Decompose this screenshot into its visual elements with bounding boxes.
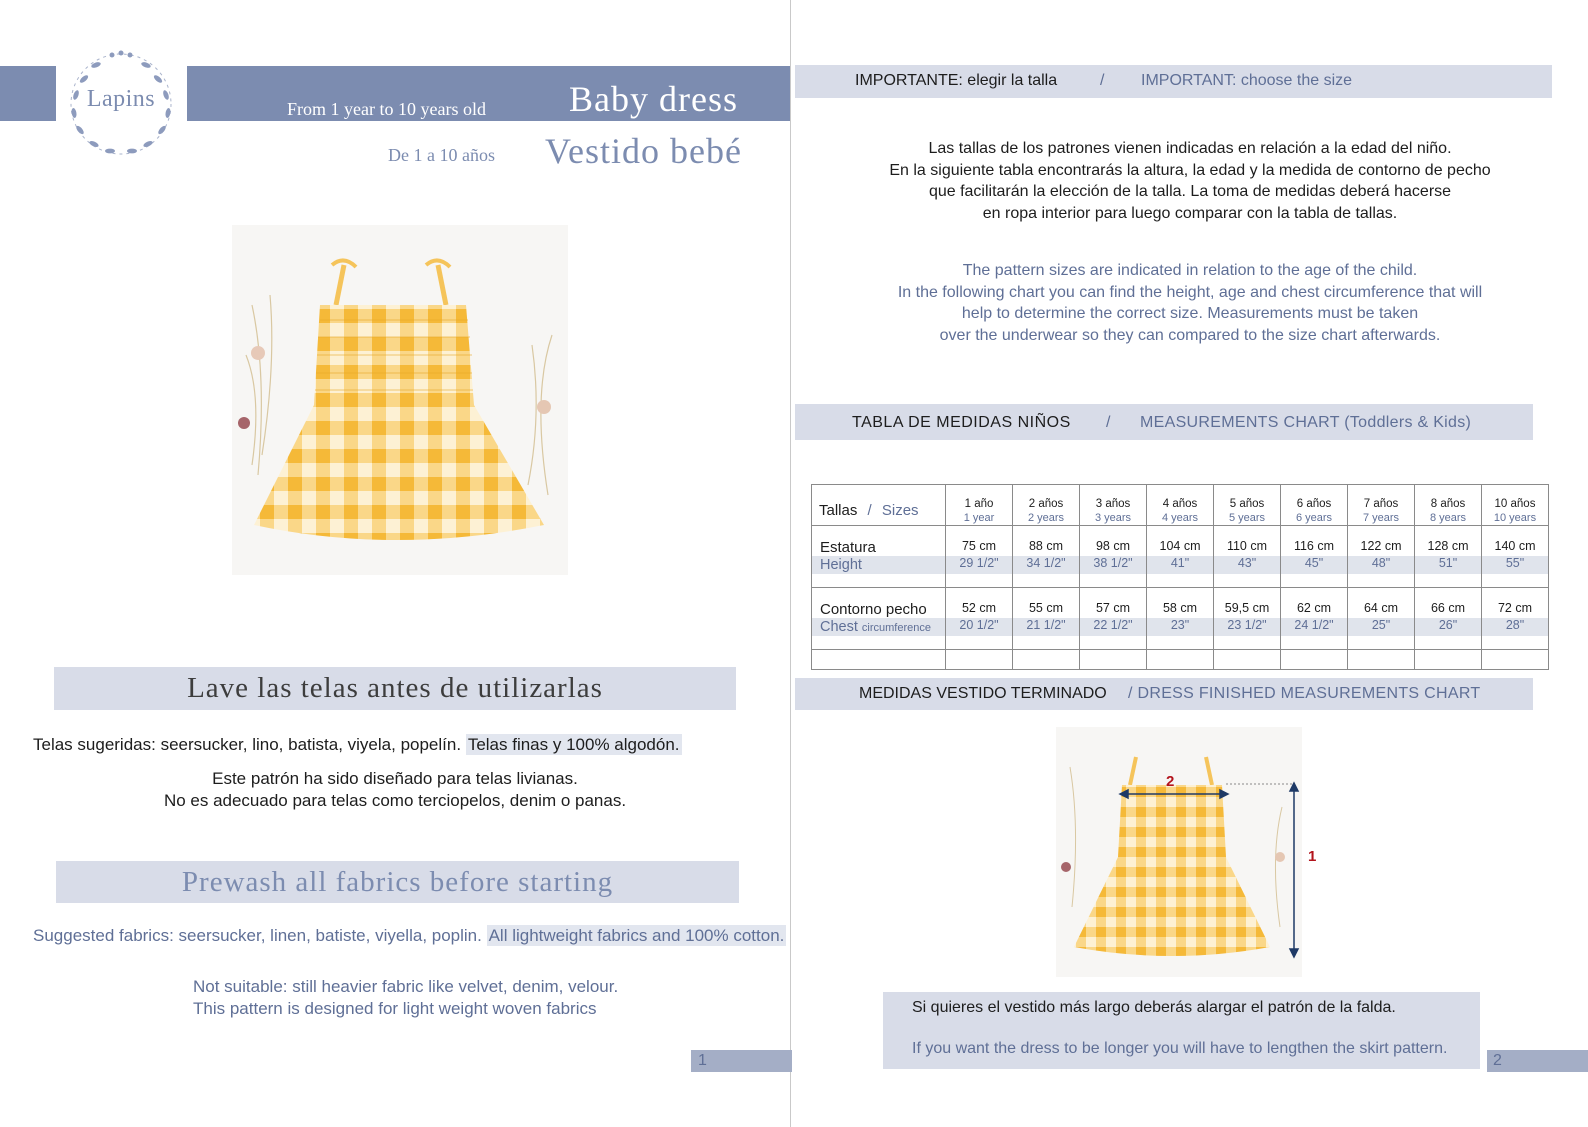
value-inch: 24 1/2" [1281,618,1347,636]
value-cm: 62 cm [1296,601,1332,615]
size-column-header [1281,485,1348,526]
gingham-dress-image [232,225,568,575]
value-inch: 26" [1415,618,1481,636]
size-column-header [946,485,1013,526]
value-inch: 34 1/2" [1013,556,1079,574]
table-row-height [812,526,1549,588]
size-en: 2 years [1027,512,1065,524]
wash-heading-en: Prewash all fabrics before starting [181,866,614,898]
fabrics-list-en: Suggested fabrics: seersucker, linen, batiste, viyella, poplin. [33,926,482,945]
value-inch: 38 1/2" [1080,556,1146,574]
row-label [812,588,946,650]
corner-es: Tallas [819,502,858,519]
table-cell [1013,588,1080,650]
size-column-header [1214,485,1281,526]
lengthen-note-band [883,992,1480,1069]
value-cm: 57 cm [1095,601,1131,615]
chart-label-es: TABLA DE MEDIDAS NIÑOS [852,414,1071,431]
width-marker-label: 2 [1166,773,1175,790]
size-column-header [1482,485,1549,526]
value-inch: 28" [1482,618,1548,636]
row-label-en [812,556,945,574]
table-cell [1214,526,1281,588]
table-empty-row [812,650,1549,670]
table-cell [1080,650,1147,670]
table-cell [1013,650,1080,670]
value-inch: 51" [1415,556,1481,574]
value-inch: 43" [1214,556,1280,574]
size-en: 8 years [1429,512,1467,524]
size-column-header [1080,485,1147,526]
row-label-en-small: circumference [861,622,931,634]
dress-photo [232,225,568,575]
size-es: 4 años [1162,498,1198,510]
value-inch: 45" [1281,556,1347,574]
page-spine [790,0,791,1127]
value-cm: 98 cm [1095,539,1131,553]
title-es: Vestido bebé [545,131,742,171]
value-inch: 21 1/2" [1013,618,1079,636]
row-label-en [812,618,945,636]
table-cell [1147,588,1214,650]
value-inch: 20 1/2" [946,618,1012,636]
size-es: 8 años [1430,498,1466,510]
suggested-fabrics-es [33,735,682,755]
table-cell [1147,650,1214,670]
value-cm: 58 cm [1162,601,1198,615]
separator: / [1106,414,1111,431]
value-cm: 104 cm [1159,539,1201,553]
fabric-note-en [193,976,618,1020]
logo-text: Lapins [86,86,156,112]
size-en: 5 years [1228,512,1266,524]
fabric-note-es-line: Este patrón ha sido diseñado para telas livianas. [212,769,578,788]
row-label [812,526,946,588]
intro-line: que facilitarán la elección de la talla. La toma de medidas deberá hacerse [928,183,1452,200]
finished-measurements-band [795,678,1533,710]
size-es: 1 año [964,498,994,510]
fabric-note-es [0,768,790,812]
corner-en: Sizes [881,502,919,519]
row-label-es: Contorno pecho [820,601,927,618]
table-cell [1348,588,1415,650]
wash-heading-en-band [56,861,739,903]
value-inch: 41" [1147,556,1213,574]
intro-line: help to determine the correct size. Measurements must be taken [961,305,1419,322]
value-inch: 48" [1348,556,1414,574]
important-band [795,65,1552,98]
table-cell [1013,526,1080,588]
value-cm: 88 cm [1028,539,1064,553]
table-cell [1348,526,1415,588]
table-cell [1281,588,1348,650]
size-es: 6 años [1296,498,1332,510]
size-en: 6 years [1295,512,1333,524]
size-column-header [1147,485,1214,526]
value-inch: 25" [1348,618,1414,636]
size-column-header [1415,485,1482,526]
fabric-note-es-line: No es adecuado para telas como terciopelos, denim o panas. [163,791,627,810]
table-cell [1415,526,1482,588]
table-cell [1482,588,1549,650]
intro-line: Las tallas de los patrones vienen indicadas en relación a la edad del niño. [928,140,1452,157]
size-en: 1 year [963,512,995,524]
title-en: Baby dress [569,79,738,119]
page-number: 1 [698,1052,707,1069]
intro-line: In the following chart you can find the height, age and chest circumference that will [897,283,1483,301]
table-cell [812,650,946,670]
intro-text-es [795,138,1585,224]
measurements-chart-band [795,404,1533,440]
table-cell [1214,588,1281,650]
table-corner [812,485,946,526]
value-cm: 75 cm [961,539,997,553]
table-cell [946,588,1013,650]
intro-line: over the underwear so they can compared to the size chart afterwards. [939,326,1441,344]
suggested-fabrics-en [33,926,786,946]
value-cm: 72 cm [1497,601,1533,615]
size-en: 10 years [1493,512,1537,524]
fabric-note-en-line: This pattern is designed for light weight woven fabrics [193,999,597,1018]
page-number: 2 [1493,1052,1502,1069]
value-cm: 52 cm [961,601,997,615]
fabric-note-en-line: Not suitable: still heavier fabric like velvet, denim, velour. [193,977,619,996]
corner-separator: / [867,502,872,519]
page-number-band [1487,1050,1588,1072]
table-cell [1080,588,1147,650]
chart-label-en: MEASUREMENTS CHART (Toddlers & Kids) [1140,414,1472,431]
row-label-es: Estatura [820,539,876,556]
table-cell [1348,650,1415,670]
size-es: 7 años [1363,498,1399,510]
important-label-es: IMPORTANTE: elegir la talla [855,72,1058,89]
row-label-en-text: Height [820,557,862,573]
size-es: 2 años [1028,498,1064,510]
fabrics-highlight-en: All lightweight fabrics and 100% cotton. [488,926,785,945]
wash-heading-es: Lave las telas antes de utilizarlas [187,672,603,704]
size-column-header [1348,485,1415,526]
value-inch: 55" [1482,556,1548,574]
table-header-row [812,485,1549,526]
subtitle-en: From 1 year to 10 years old [287,99,486,119]
subtitle-es: De 1 a 10 años [388,145,495,165]
value-cm: 64 cm [1363,601,1399,615]
length-marker-label: 1 [1308,848,1317,865]
lengthen-note-en: If you want the dress to be longer you will have to lengthen the skirt pattern. [912,1040,1448,1057]
value-inch: 23 1/2" [1214,618,1280,636]
table-cell [946,526,1013,588]
dress-measurement-image [1056,727,1302,977]
value-inch: 22 1/2" [1080,618,1146,636]
table-cell [946,650,1013,670]
fabrics-highlight-es: Telas finas y 100% algodón. [467,735,680,754]
value-cm: 116 cm [1293,539,1335,553]
size-en: 4 years [1161,512,1199,524]
table-cell [1080,526,1147,588]
table-cell [1147,526,1214,588]
value-cm: 59,5 cm [1224,601,1270,615]
header-band [187,66,790,121]
size-column-header [1013,485,1080,526]
table-cell [1281,650,1348,670]
table-cell [1482,650,1549,670]
important-label-en: IMPORTANT: choose the size [1141,72,1353,89]
intro-line: The pattern sizes are indicated in relation to the age of the child. [962,262,1418,279]
intro-line: en ropa interior para luego comparar con la tabla de tallas. [982,204,1398,222]
table-cell [1415,588,1482,650]
value-cm: 128 cm [1427,539,1469,553]
dress-measurement-diagram [1056,727,1302,977]
size-es: 3 años [1095,498,1131,510]
finished-label-es: MEDIDAS VESTIDO TERMINADO [859,685,1107,702]
value-cm: 110 cm [1226,539,1268,553]
size-es: 10 años [1494,498,1536,510]
size-en: 7 years [1362,512,1400,524]
separator: / [1100,72,1105,89]
value-cm: 66 cm [1430,601,1466,615]
size-en: 3 years [1094,512,1132,524]
table-cell [1415,650,1482,670]
table-row-chest [812,588,1549,650]
value-inch: 23" [1147,618,1213,636]
lengthen-note-es: Si quieres el vestido más largo deberás alargar el patrón de la falda. [912,999,1396,1016]
page-number-band [691,1050,792,1072]
wash-heading-es-band [54,667,736,710]
lapins-logo [60,45,182,163]
value-inch: 29 1/2" [946,556,1012,574]
value-cm: 122 cm [1360,539,1402,553]
fabrics-list-es: Telas sugeridas: seersucker, lino, batista, viyela, popelín. [33,735,462,754]
row-label-en-text: Chest [820,619,858,635]
value-cm: 55 cm [1028,601,1064,615]
size-table [811,484,1549,670]
table-cell [1214,650,1281,670]
table-cell [1482,526,1549,588]
intro-text-en [795,260,1585,346]
size-es: 5 años [1229,498,1265,510]
finished-label-en: / DRESS FINISHED MEASUREMENTS CHART [1128,685,1481,702]
intro-line: En la siguiente tabla encontrarás la altura, la edad y la medida de contorno de pecho [889,161,1491,179]
value-cm: 140 cm [1494,539,1536,553]
table-cell [1281,526,1348,588]
header-band-left [0,66,56,121]
